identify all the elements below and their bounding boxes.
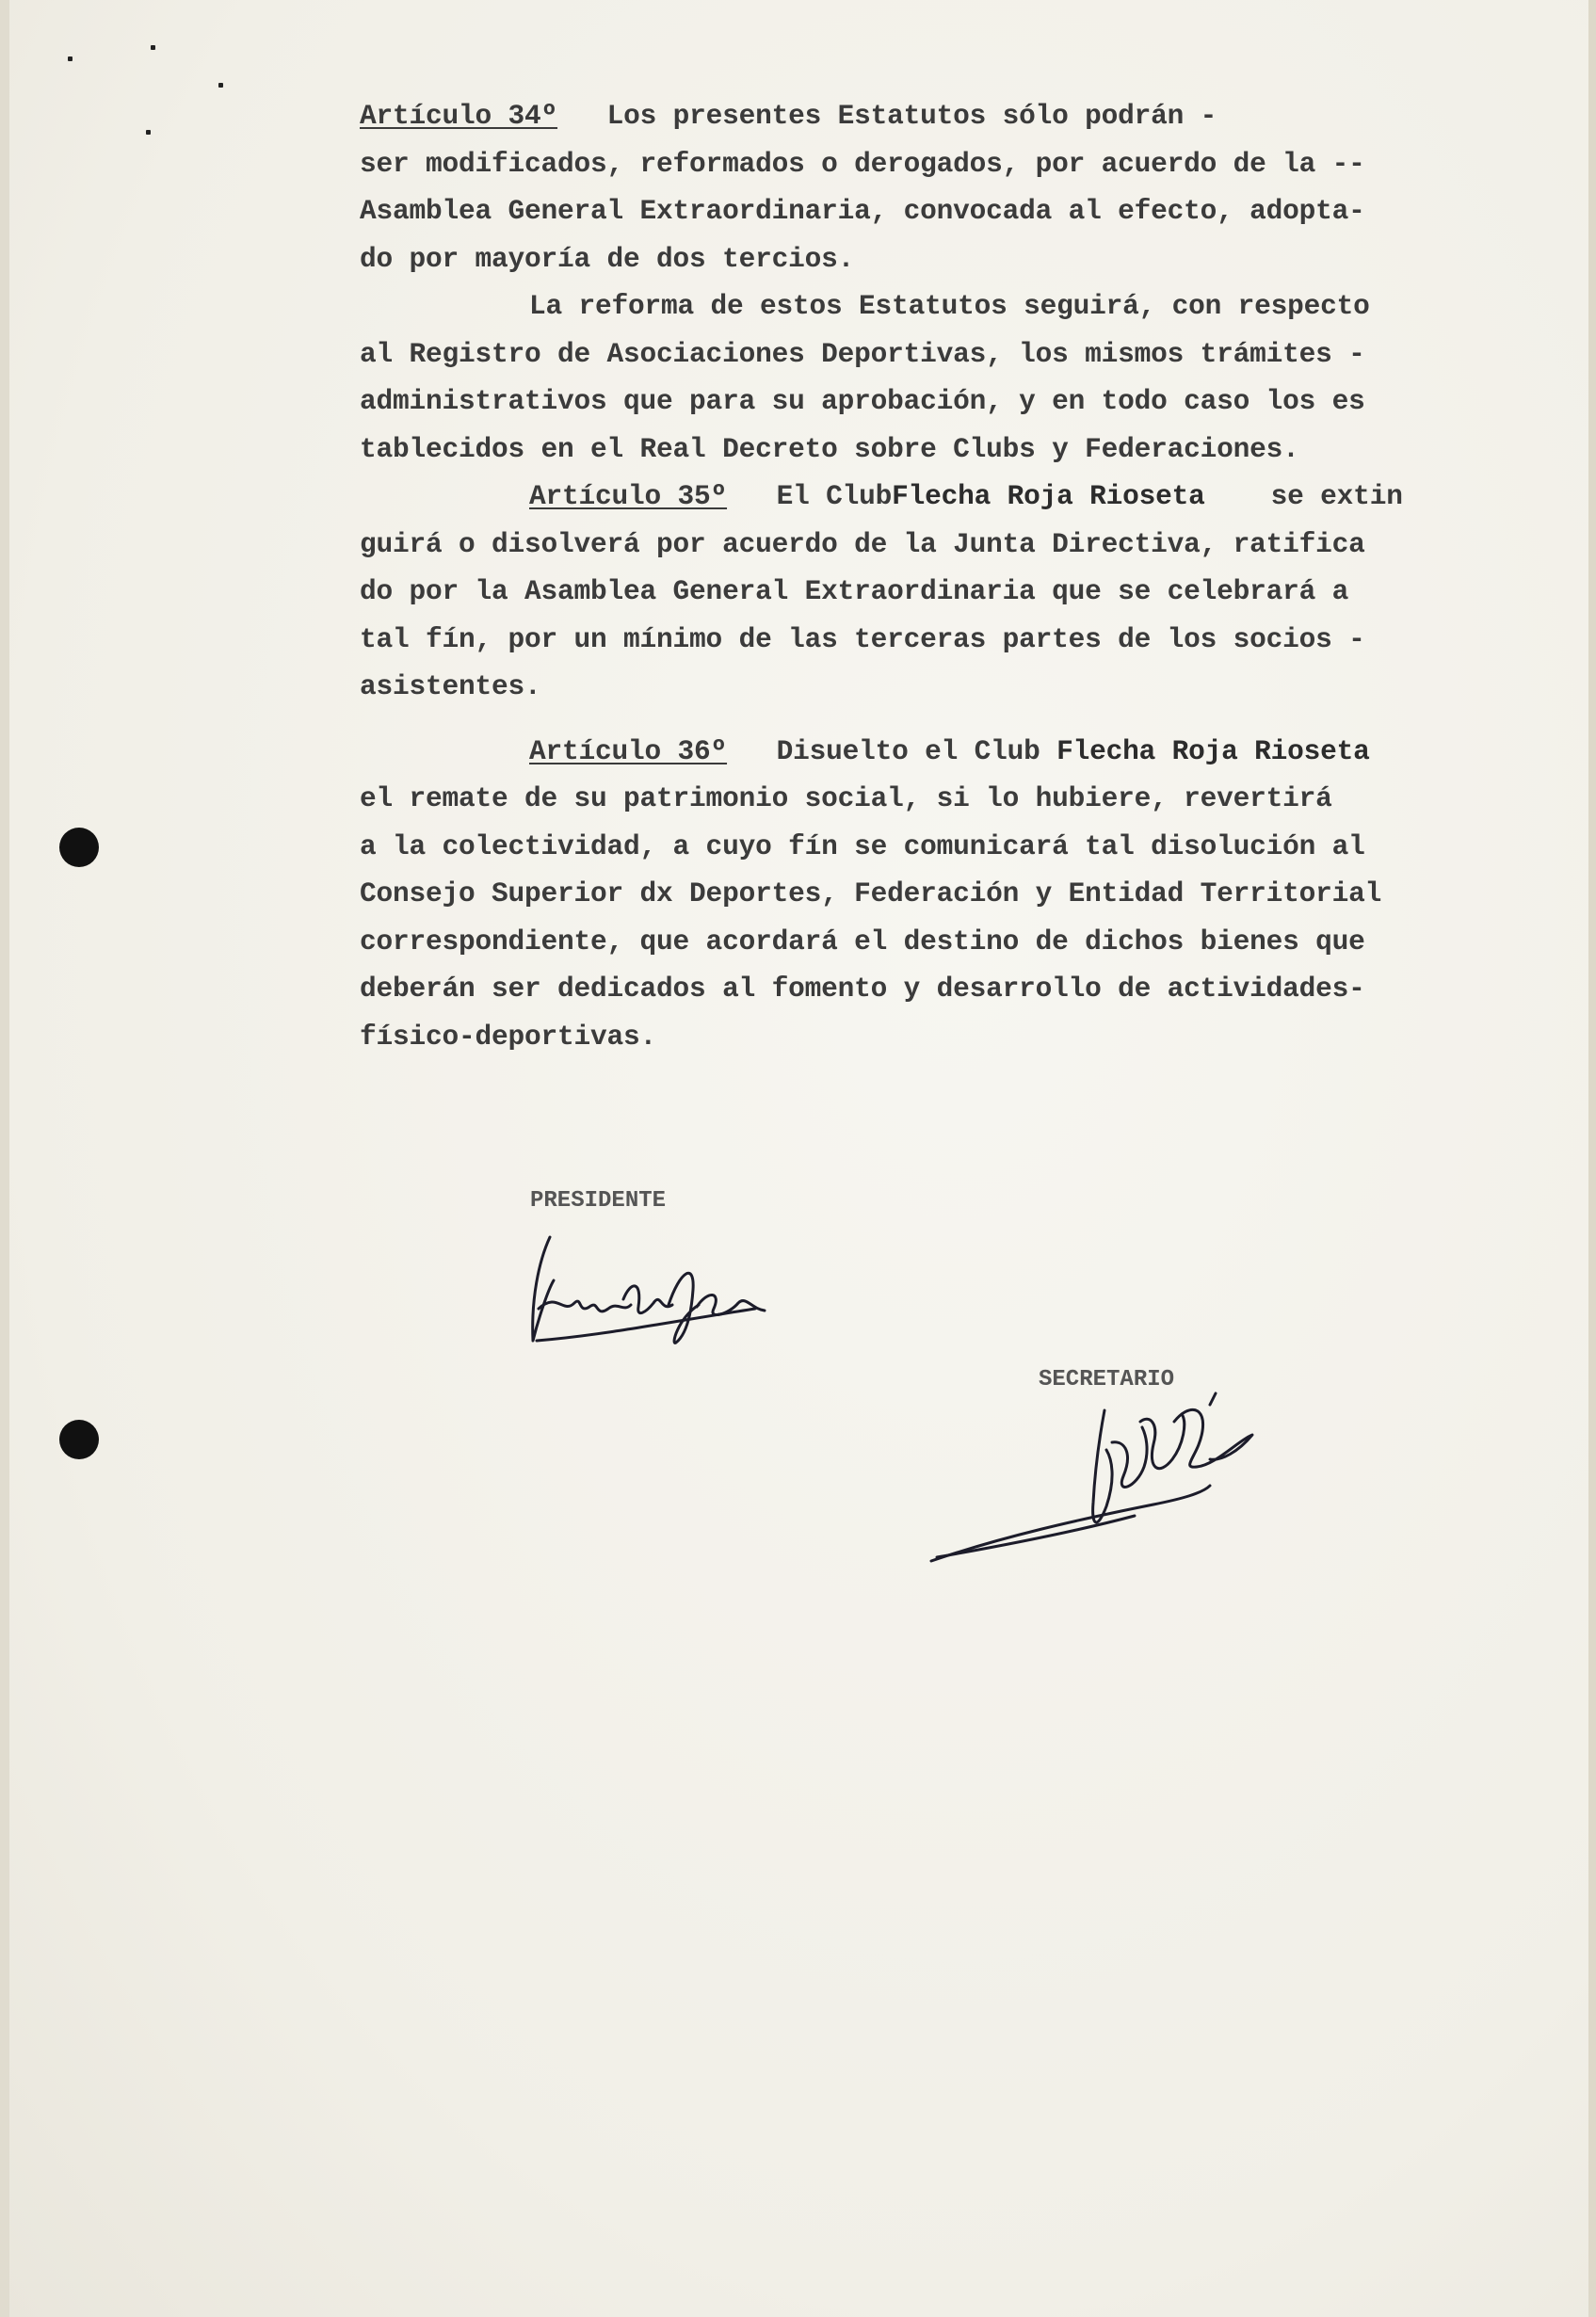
text-line: físico-deportivas. xyxy=(360,1020,657,1053)
text-line: tal fín, por un mínimo de las terceras partes de los socios - xyxy=(360,622,1365,655)
text-line: do por la Asamblea General Extraordinaria que se celebrará a xyxy=(360,575,1349,607)
speck xyxy=(68,56,73,61)
speck xyxy=(218,83,223,88)
paper-edge-left xyxy=(0,0,9,2317)
text-fragment: se extin xyxy=(1270,480,1403,512)
punch-hole-icon xyxy=(59,1420,99,1459)
secretary-label: SECRETARIO xyxy=(1039,1367,1175,1392)
club-name: Flecha Roja Rioseta xyxy=(892,480,1205,512)
text-line: correspondiente, que acordará el destino de dichos bienes que xyxy=(360,925,1365,957)
speck xyxy=(146,130,151,135)
text-line: ser modificados, reformados o derogados, por acuerdo de la -- xyxy=(360,147,1365,180)
text-line: guirá o disolverá por acuerdo de la Junta Directiva, ratifica xyxy=(360,527,1365,560)
punch-hole-icon xyxy=(59,828,99,867)
article-35-first-line xyxy=(360,473,1537,521)
president-signature-icon xyxy=(520,1224,802,1356)
president-label: PRESIDENTE xyxy=(530,1188,667,1214)
text-line: Asamblea General Extraordinaria, convocada al efecto, adopta- xyxy=(360,195,1365,227)
text-line: tablecidos en el Real Decreto sobre Clubs y Federaciones. xyxy=(360,432,1299,465)
text-line: deberán ser dedicados al fomento y desarrollo de actividades- xyxy=(360,973,1365,1005)
paper-edge-right xyxy=(1588,0,1596,2317)
article-35-heading: Artículo 35º xyxy=(529,480,728,512)
reforma-first-line xyxy=(360,282,1537,330)
text-line: Los presentes Estatutos sólo podrán - xyxy=(606,100,1217,132)
secretary-signature-icon xyxy=(927,1365,1304,1572)
text-line: al Registro de Asociaciones Deportivas, los mismos trámites - xyxy=(360,337,1365,370)
text-line: el remate de su patrimonio social, si lo hubiere, revertirá xyxy=(360,782,1332,814)
article-34-first-line xyxy=(360,92,1537,140)
text-line: asistentes. xyxy=(360,670,541,702)
article-34-heading: Artículo 34º xyxy=(360,100,558,132)
speck xyxy=(151,45,155,50)
text-line: do por mayoría de dos tercios. xyxy=(360,242,855,275)
club-name: Flecha Roja Rioseta xyxy=(1056,734,1370,767)
text-line: La reforma de estos Estatutos seguirá, con respecto xyxy=(529,290,1370,322)
text-line: Consejo Superior dx Deportes, Federación y Entidad Territorial xyxy=(360,877,1382,909)
text-line: a la colectividad, a cuyo fín se comunicará tal disolución al xyxy=(360,829,1365,862)
article-36-heading: Artículo 36º xyxy=(529,734,728,767)
statutes-text xyxy=(360,92,1537,1060)
article-36-first-line xyxy=(360,728,1537,776)
text-fragment: El Club xyxy=(776,480,893,512)
text-fragment: Disuelto el Club xyxy=(776,734,1040,767)
text-line: administrativos que para su aprobación, y en todo caso los es xyxy=(360,385,1365,417)
